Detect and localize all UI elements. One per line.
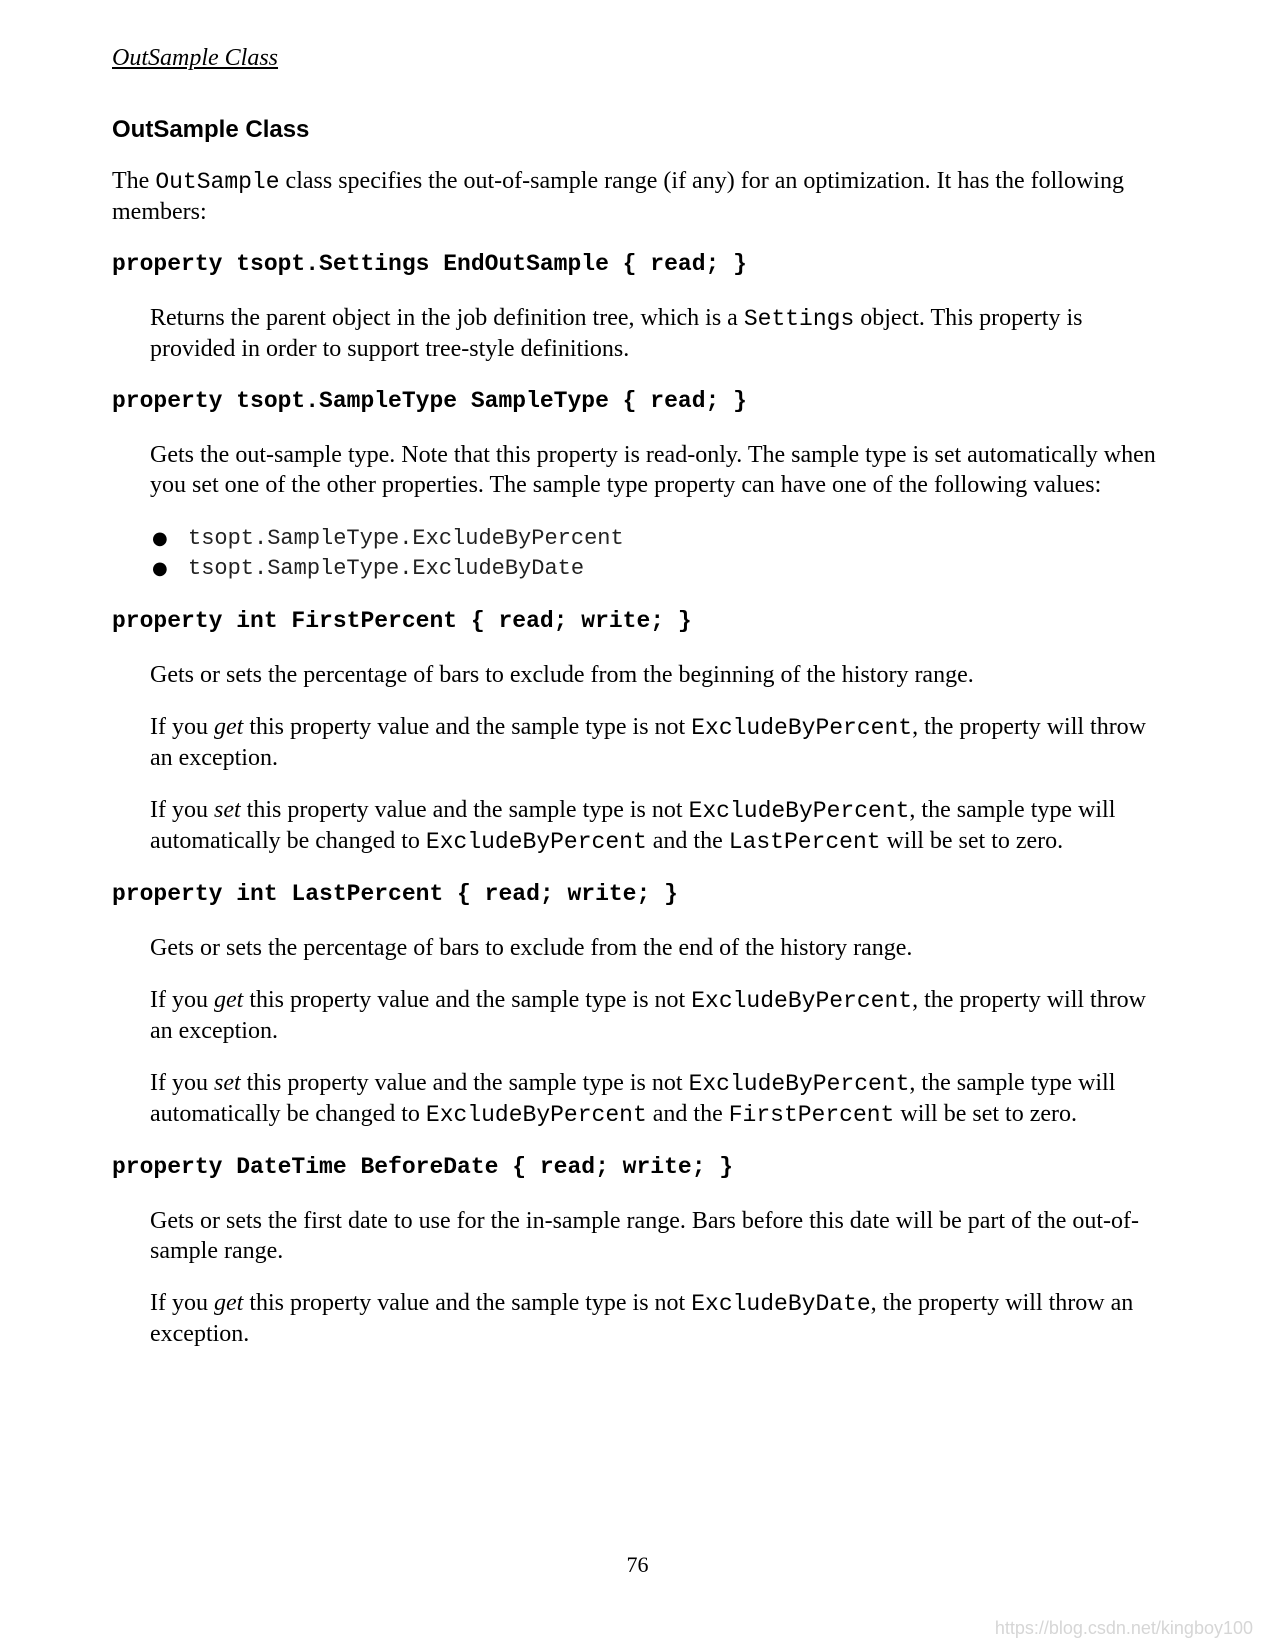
section-title: OutSample Class (112, 116, 310, 143)
document-page (112, 40, 1162, 1349)
list-item: ● tsopt.SampleType.ExcludeByDate (150, 554, 1162, 584)
last-percent-set-note: If you set this property value and the sample type is not ExcludeByPercent, the sample type will automatically be changed to ExcludeByPercent and the FirstPercent will be set to zero. (150, 1070, 1116, 1128)
sample-type-description: Gets the out-sample type. Note that this property is read-only. The sample type is set automatically when you set one of the other properties. The sample type property can have one of the following values: (150, 442, 1156, 498)
before-date-description: Gets or sets the first date to use for the in-sample range. Bars before this date will be part of the out-of-sample range. (150, 1208, 1140, 1264)
before-date-get-note: If you get this property value and the sample type is not ExcludeByDate, the property will throw an exception. (150, 1290, 1134, 1347)
class-name-code: OutSample (155, 169, 280, 195)
watermark: https://blog.csdn.net/kingboy100 (994, 1618, 1253, 1638)
property-signature-end-out-sample: property tsopt.Settings EndOutSample { read; } (112, 251, 747, 277)
intro-paragraph: The OutSample class specifies the out-of-sample range (if any) for an optimization. It has the following members: (112, 168, 1124, 225)
bullet-icon: ● (152, 558, 168, 579)
last-percent-description: Gets or sets the percentage of bars to exclude from the end of the history range. (150, 935, 913, 961)
list-item: ● tsopt.SampleType.ExcludeByPercent (150, 524, 1162, 554)
first-percent-get-note: If you get this property value and the sample type is not ExcludeByPercent, the property will throw an exception. (150, 714, 1147, 771)
property-signature-sample-type: property tsopt.SampleType SampleType { read; } (112, 388, 747, 414)
bullet-icon: ● (152, 528, 168, 549)
page-number: 76 (626, 1552, 649, 1577)
running-header: OutSample Class (112, 45, 279, 71)
first-percent-set-note: If you set this property value and the sample type is not ExcludeByPercent, the sample type will automatically be changed to ExcludeByPercent and the LastPercent will be set to zero. (150, 797, 1116, 855)
first-percent-description: Gets or sets the percentage of bars to exclude from the beginning of the history range. (150, 662, 974, 688)
property-signature-before-date: property DateTime BeforeDate { read; write; } (112, 1154, 734, 1180)
end-out-sample-description: Returns the parent object in the job definition tree, which is a Settings object. This property is provided in order to support tree-style definitions. (150, 305, 1083, 362)
last-percent-get-note: If you get this property value and the sample type is not ExcludeByPercent, the property will throw an exception. (150, 987, 1147, 1044)
sample-type-values-list (112, 524, 1162, 584)
property-signature-first-percent: property int FirstPercent { read; write; } (112, 608, 692, 634)
property-signature-last-percent: property int LastPercent { read; write; } (112, 881, 678, 907)
